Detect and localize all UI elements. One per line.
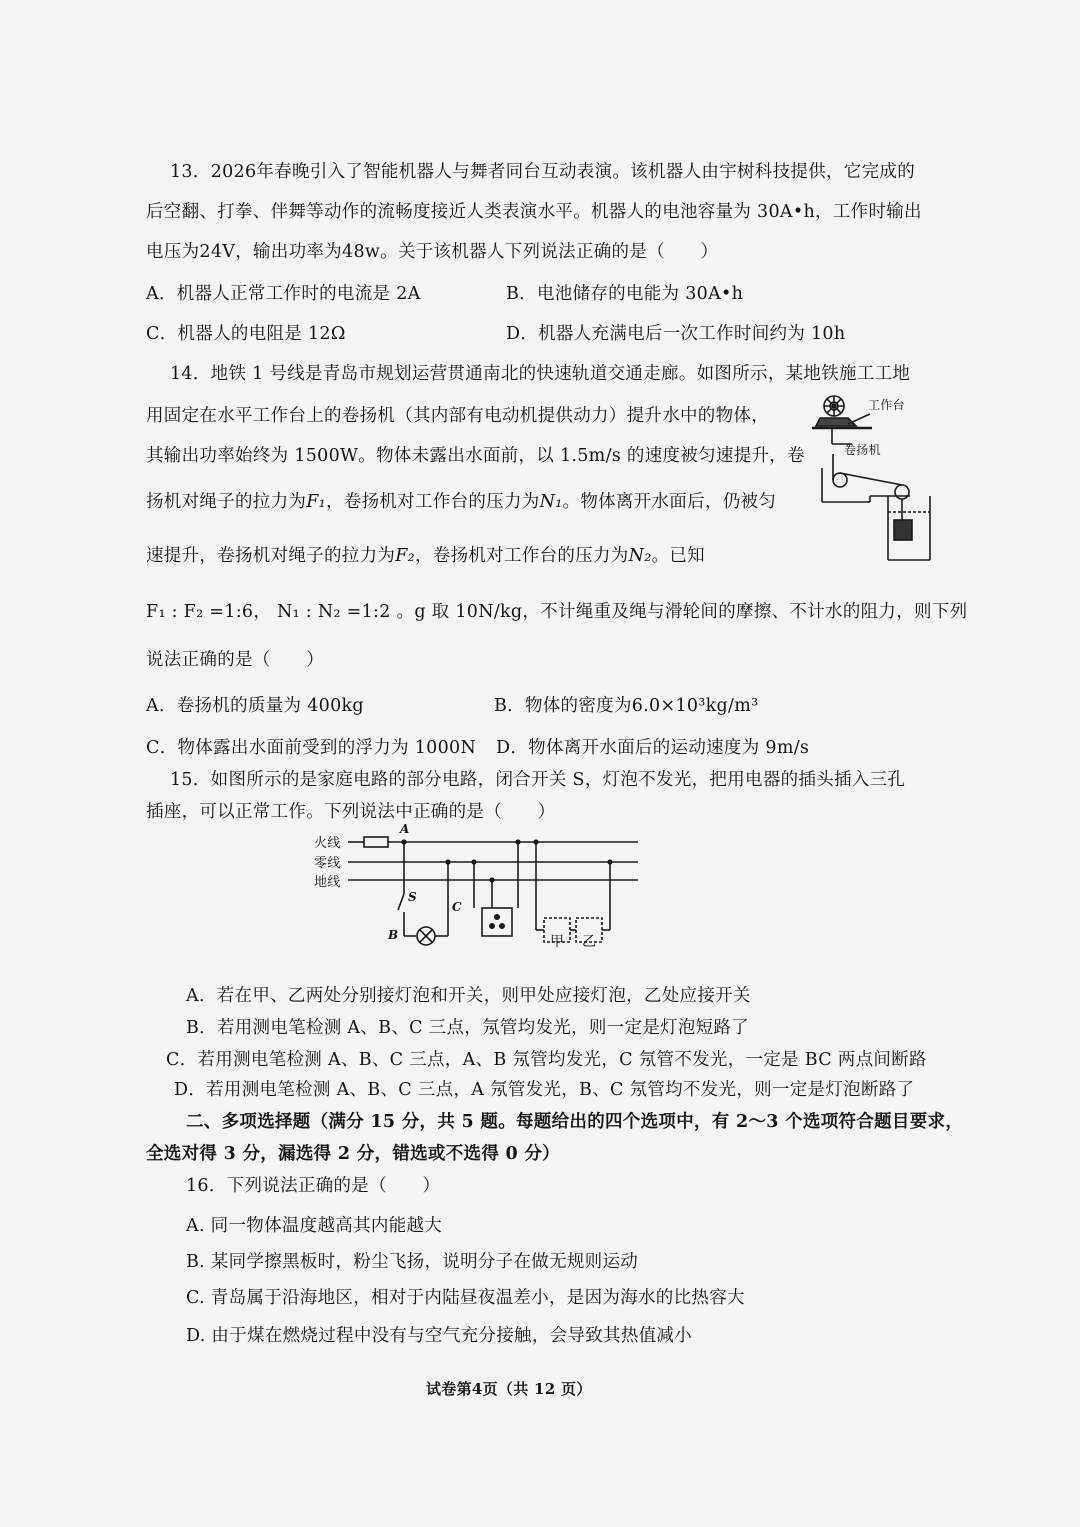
label-point-b: B [388, 928, 399, 942]
q14-line-6: F₁ : F₂ =1:6， N₁ : N₂ =1:2 。g 取 10N/kg，不计绳重及绳与滑轮间的摩擦、不计水的阻力，则下列 [146, 602, 968, 622]
q14-line-2: 用固定在水平工作台上的卷扬机（其内部有电动机提供动力）提升水中的物体， [146, 406, 769, 426]
label-ground-wire: 地线 [314, 875, 341, 890]
label-point-a: A [400, 822, 410, 836]
pulley-right-icon [895, 485, 909, 499]
q15-option-d: D．若用测电笔检测 A、B、C 三点，A 氖管发光，B、C 氖管均不发光，则一定是灯泡断路了 [174, 1080, 915, 1100]
q14-line-4-text-a: 扬机对绳子的拉力为 [146, 492, 307, 512]
q14-line-4-text-c: 。物体离开水面后，仍被匀 [562, 492, 777, 512]
q14-line-5-text-b: ，卷扬机对工作台的压力为 [414, 546, 629, 566]
q13-option-c: C．机器人的电阻是 12Ω [146, 324, 346, 344]
q14-line-5 [146, 542, 705, 567]
q13-line-2: 后空翻、打拳、伴舞等动作的流畅度接近人类表演水平。机器人的电池容量为 30A•h，工作时输出 [146, 202, 922, 222]
symbol-f2: F₂ [395, 546, 415, 566]
q15-option-a: A．若在甲、乙两处分别接灯泡和开关，则甲处应接灯泡，乙处应接开关 [186, 986, 751, 1006]
q14-line-7: 说法正确的是（ ） [146, 650, 324, 670]
q14-line-4-text-b: ，卷扬机对工作台的压力为 [325, 492, 540, 512]
switch-s-icon [398, 894, 404, 910]
q13-option-d: D．机器人充满电后一次工作时间约为 10h [506, 324, 846, 344]
q14-option-d: D．物体离开水面后的运动速度为 9m/s [496, 738, 810, 758]
section-2-heading-line-1: 二、多项选择题（满分 15 分，共 5 题。每题给出的四个选项中，有 2～3 个选项符合题目要求， [186, 1112, 964, 1132]
label-jia: 甲 [550, 934, 565, 950]
section-2-heading-line-2: 全选对得 3 分，漏选得 2 分，错选或不选得 0 分） [146, 1144, 560, 1164]
label-switch-s: S [408, 890, 417, 904]
symbol-n1: N₁ [539, 492, 563, 512]
q15-line-2: 插座，可以正常工作。下列说法中正确的是（ ） [146, 802, 556, 822]
q15-option-b: B．若用测电笔检测 A、B、C 三点，氖管均发光，则一定是灯泡短路了 [186, 1018, 750, 1038]
symbol-n2: N₂ [628, 546, 652, 566]
label-neutral-wire: 零线 [314, 856, 341, 871]
q13-option-a: A．机器人正常工作时的电流是 2A [146, 284, 421, 304]
page-footer: 试卷第4页（共 12 页） [426, 1380, 592, 1398]
q14-option-b: B．物体的密度为6.0×10³kg/m³ [494, 696, 759, 716]
fuse-icon [364, 837, 388, 847]
q14-line-5-text-a: 速提升，卷扬机对绳子的拉力为 [146, 546, 396, 566]
q14-line-4 [146, 488, 776, 513]
q14-option-a: A．卷扬机的质量为 400kg [146, 696, 364, 716]
pulley-left-icon [833, 473, 847, 487]
q16-option-d: D. 由于煤在燃烧过程中没有与空气充分接触，会导致其热值减小 [186, 1326, 693, 1346]
q13-option-b: B．电池储存的电能为 30A•h [506, 284, 744, 304]
label-work-table: 工作台 [868, 398, 905, 412]
label-point-c: C [452, 900, 462, 914]
q13-line-1: 13．2026年春晚引入了智能机器人与舞者同台互动表演。该机器人由宇树科技提供，它完成的 [170, 162, 916, 182]
q16-option-b: B. 某同学擦黑板时，粉尘飞扬，说明分子在做无规则运动 [186, 1252, 639, 1272]
q16-stem: 16．下列说法正确的是（ ） [186, 1176, 441, 1196]
q14-line-3: 其输出功率始终为 1500W。物体未露出水面前，以 1.5m/s 的速度被匀速提升，卷 [146, 446, 805, 466]
symbol-f1: F₁ [306, 492, 326, 512]
q14-line-1: 14．地铁 1 号线是青岛市规划运营贯通南北的快速轨道交通走廊。如图所示，某地铁施工工地 [170, 364, 911, 384]
q15-option-c: C．若用测电笔检测 A、B、C 三点，A、B 氖管均发光，C 氖管不发光，一定是 BC 两点间断路 [166, 1050, 927, 1070]
label-live-wire: 火线 [314, 836, 341, 851]
q14-line-5-text-c: 。已知 [651, 546, 705, 566]
submerged-object-icon [894, 520, 912, 540]
q15-line-1: 15．如图所示的是家庭电路的部分电路，闭合开关 S，灯泡不发光，把用电器的插头插入三孔 [170, 770, 906, 790]
label-winch: 卷扬机 [844, 443, 881, 457]
q14-option-c: C．物体露出水面前受到的浮力为 1000N [146, 738, 477, 758]
q13-line-3: 电压为24V，输出功率为48w。关于该机器人下列说法正确的是（ ） [146, 242, 719, 262]
three-hole-socket-icon [482, 908, 512, 936]
q16-option-c: C. 青岛属于沿海地区，相对于内陆昼夜温差小，是因为海水的比热容大 [186, 1288, 745, 1308]
q16-option-a: A. 同一物体温度越高其内能越大 [186, 1216, 443, 1236]
label-yi: 乙 [582, 934, 597, 950]
